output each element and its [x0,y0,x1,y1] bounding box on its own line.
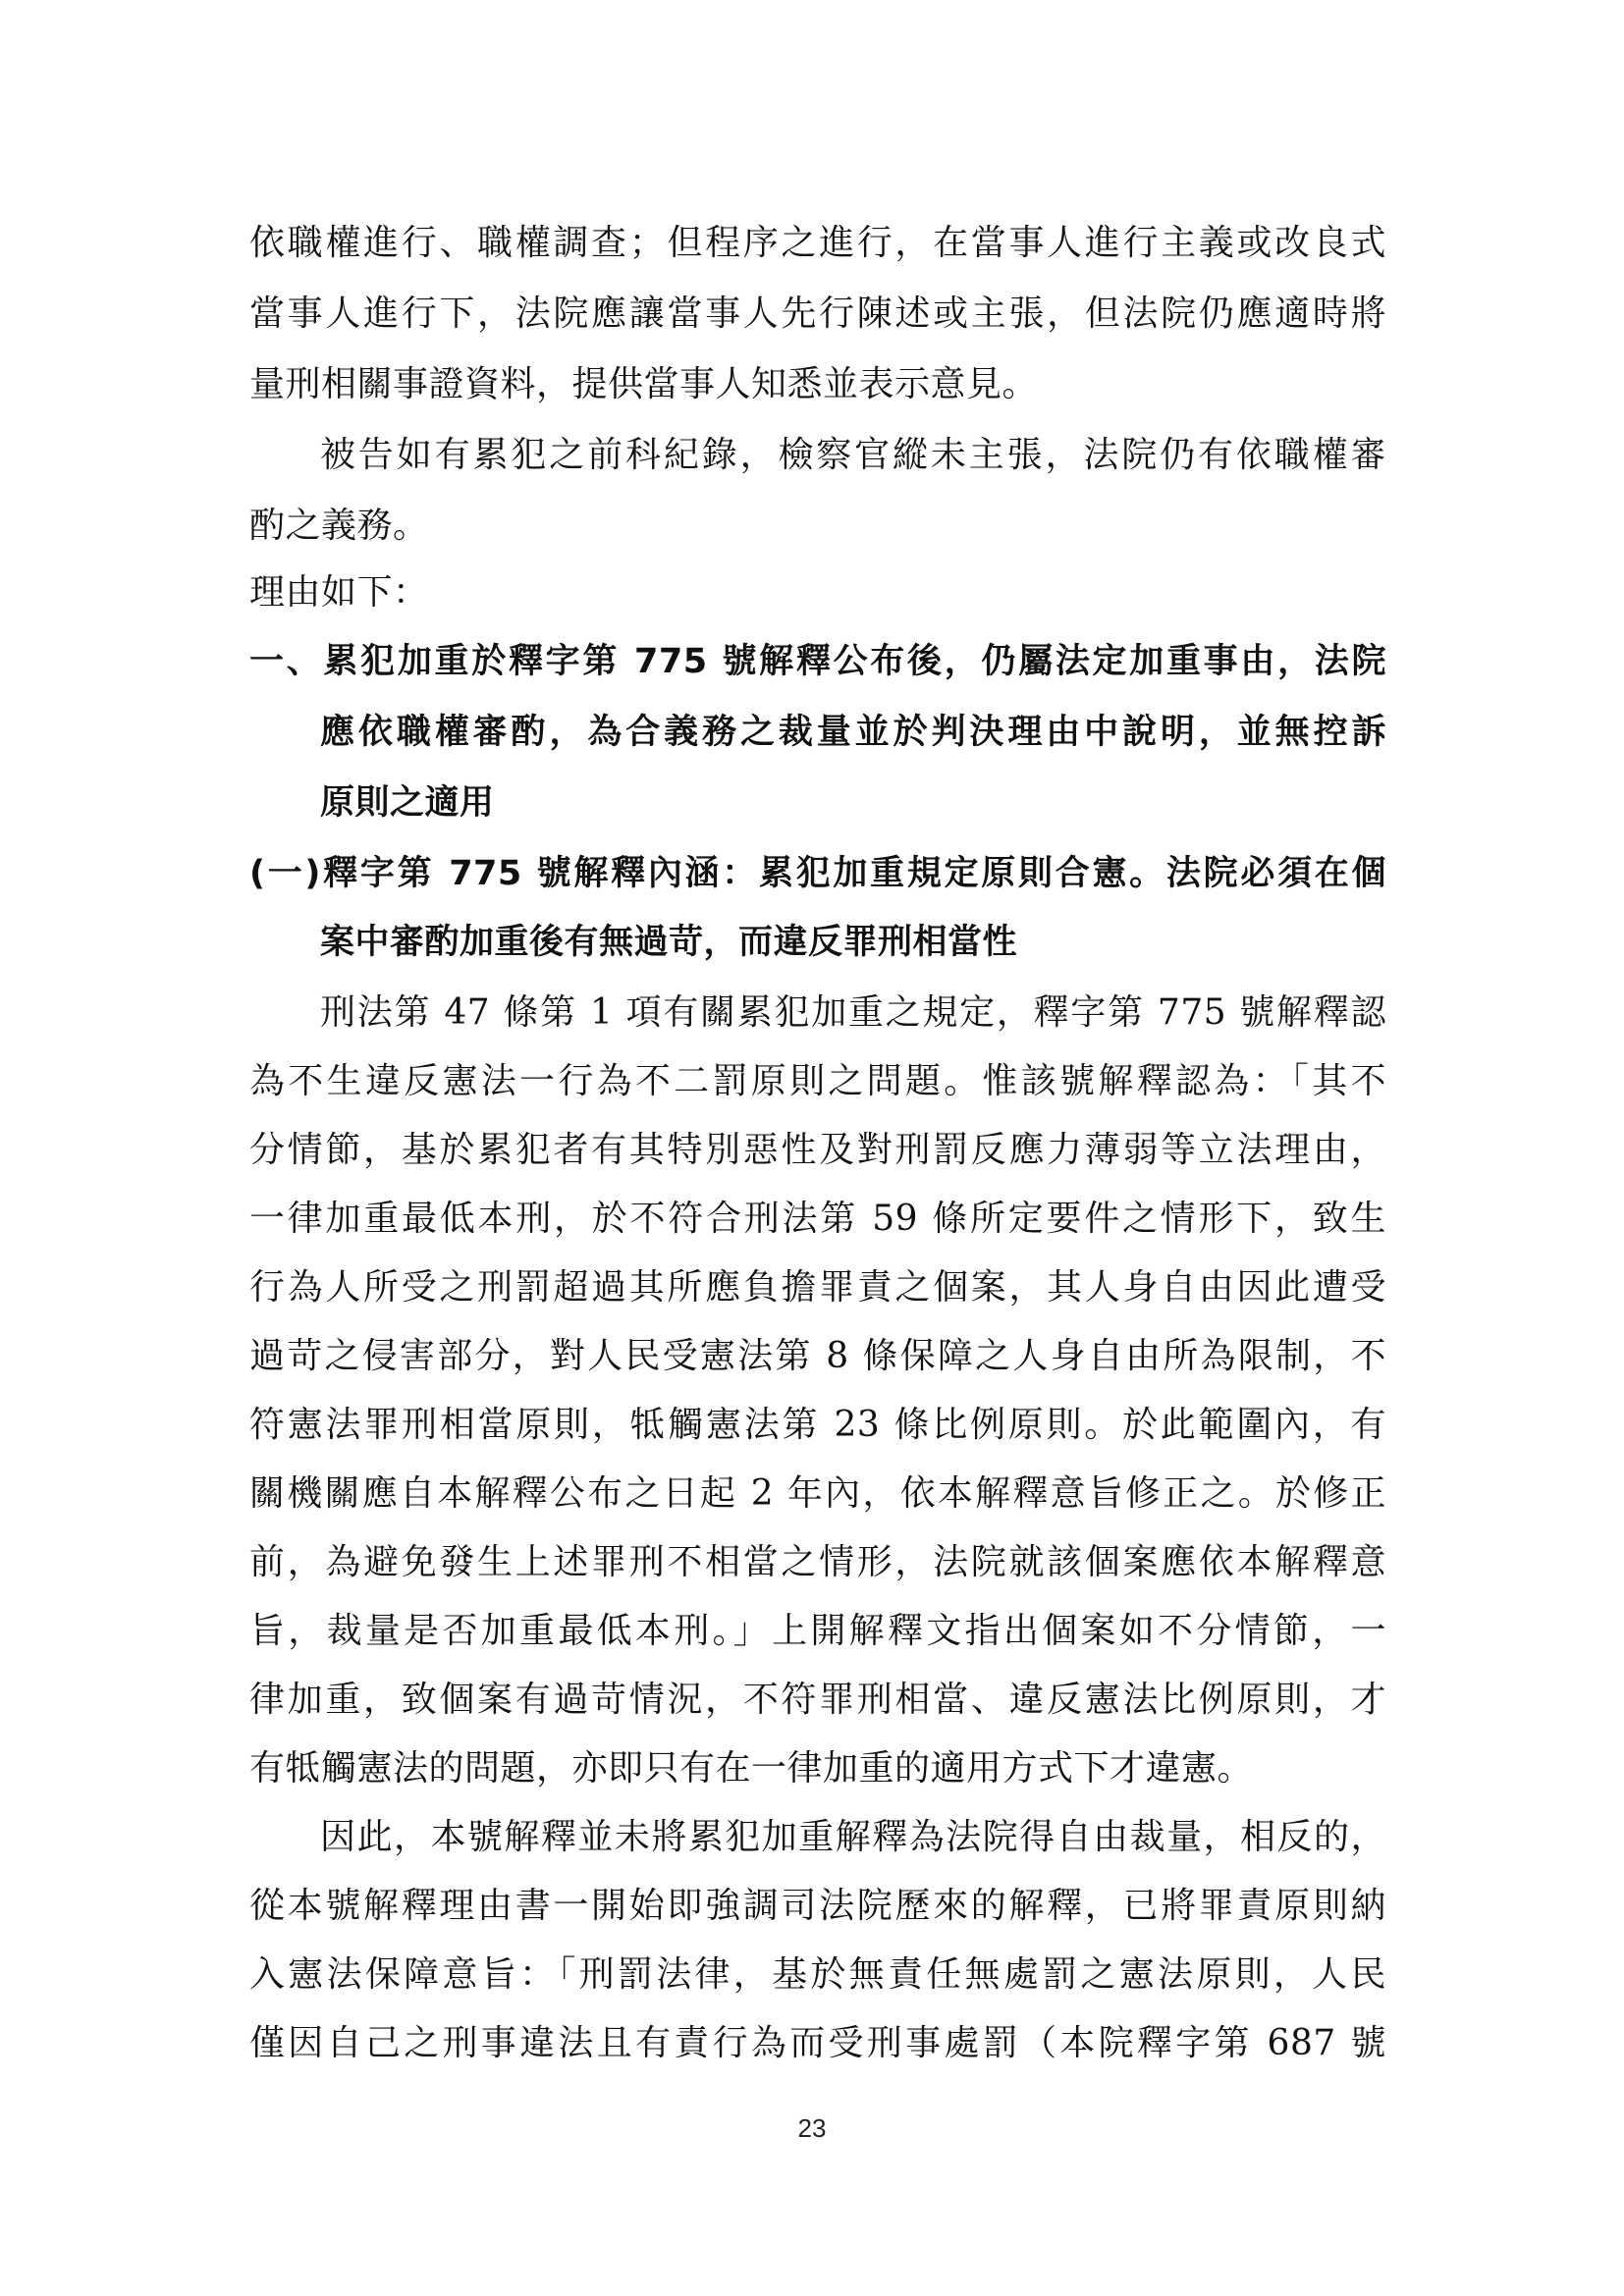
paragraph-line: 從本號解釋理由書一開始即強調司法院歷來的解釋，已將罪責原則納 [249,1886,1386,1926]
section-heading-line: 應依職權審酌，為合義務之裁量並於判決理由中說明，並無控訴 [320,713,1386,752]
subsection-heading-line: (一)釋字第 775 號解釋內涵：累犯加重規定原則合憲。法院必須在個 [249,854,1386,893]
paragraph-line: 分情節，基於累犯者有其特別惡性及對刑罰反應力薄弱等立法理由， [249,1130,1386,1170]
paragraph-line: 酌之義務。 [249,506,429,546]
section-heading-line: 一、累犯加重於釋字第 775 號解釋公布後，仍屬法定加重事由，法院 [249,642,1386,681]
paragraph-line: 前，為避免發生上述罪刑不相當之情形，法院就該個案應依本解釋意 [249,1542,1386,1582]
paragraph-line: 理由如下： [249,572,429,613]
paragraph-line: 律加重，致個案有過苛情況，不符罪刑相當、違反憲法比例原則，才 [249,1680,1386,1720]
paragraph-line: 行為人所受之刑罰超過其所應負擔罪責之個案，其人身自由因此遭受 [249,1267,1386,1308]
paragraph-line: 符憲法罪刑相當原則，牴觸憲法第 23 條比例原則。於此範圍內，有 [249,1405,1386,1445]
paragraph-line: 一律加重最低本刑，於不符合刑法第 59 條所定要件之情形下，致生 [249,1199,1386,1239]
paragraph-line: 旨，裁量是否加重最低本刑。」上開解釋文指出個案如不分情節，一 [249,1611,1386,1651]
paragraph-line: 僅因自己之刑事違法且有責行為而受刑事處罰（本院釋字第 687 號 [249,2023,1386,2063]
paragraph-line: 關機關應自本解釋公布之日起 2 年內，依本解釋意旨修正之。於修正 [249,1473,1386,1514]
paragraph-line: 刑法第 47 條第 1 項有關累犯加重之規定，釋字第 775 號解釋認 [320,992,1386,1033]
subsection-heading-line: 案中審酌加重後有無過苛，而違反罪刑相當性 [320,923,1018,962]
paragraph-line: 為不生違反憲法一行為不二罰原則之問題。惟該號解釋認為：「其不 [249,1061,1386,1101]
page-number: 23 [797,2113,827,2143]
paragraph-line: 被告如有累犯之前科紀錄，檢察官縱未主張，法院仍有依職權審 [320,435,1386,475]
paragraph-line: 過苛之侵害部分，對人民受憲法第 8 條保障之人身自由所為限制，不 [249,1336,1386,1376]
paragraph-line: 量刑相關事證資料，提供當事人知悉並表示意見。 [249,364,1039,404]
paragraph-line: 有牴觸憲法的問題，亦即只有在一律加重的適用方式下才違憲。 [249,1748,1254,1789]
paragraph-line: 依職權進行、職權調查；但程序之進行，在當事人進行主義或改良式 [249,223,1386,263]
section-heading-line: 原則之適用 [320,783,495,823]
paragraph-line: 當事人進行下，法院應讓當事人先行陳述或主張，但法院仍應適時將 [249,294,1386,334]
paragraph-line: 因此，本號解釋並未將累犯加重解釋為法院得自由裁量，相反的， [320,1817,1386,1857]
paragraph-line: 入憲法保障意旨：「刑罰法律，基於無責任無處罰之憲法原則，人民 [249,1954,1386,1995]
